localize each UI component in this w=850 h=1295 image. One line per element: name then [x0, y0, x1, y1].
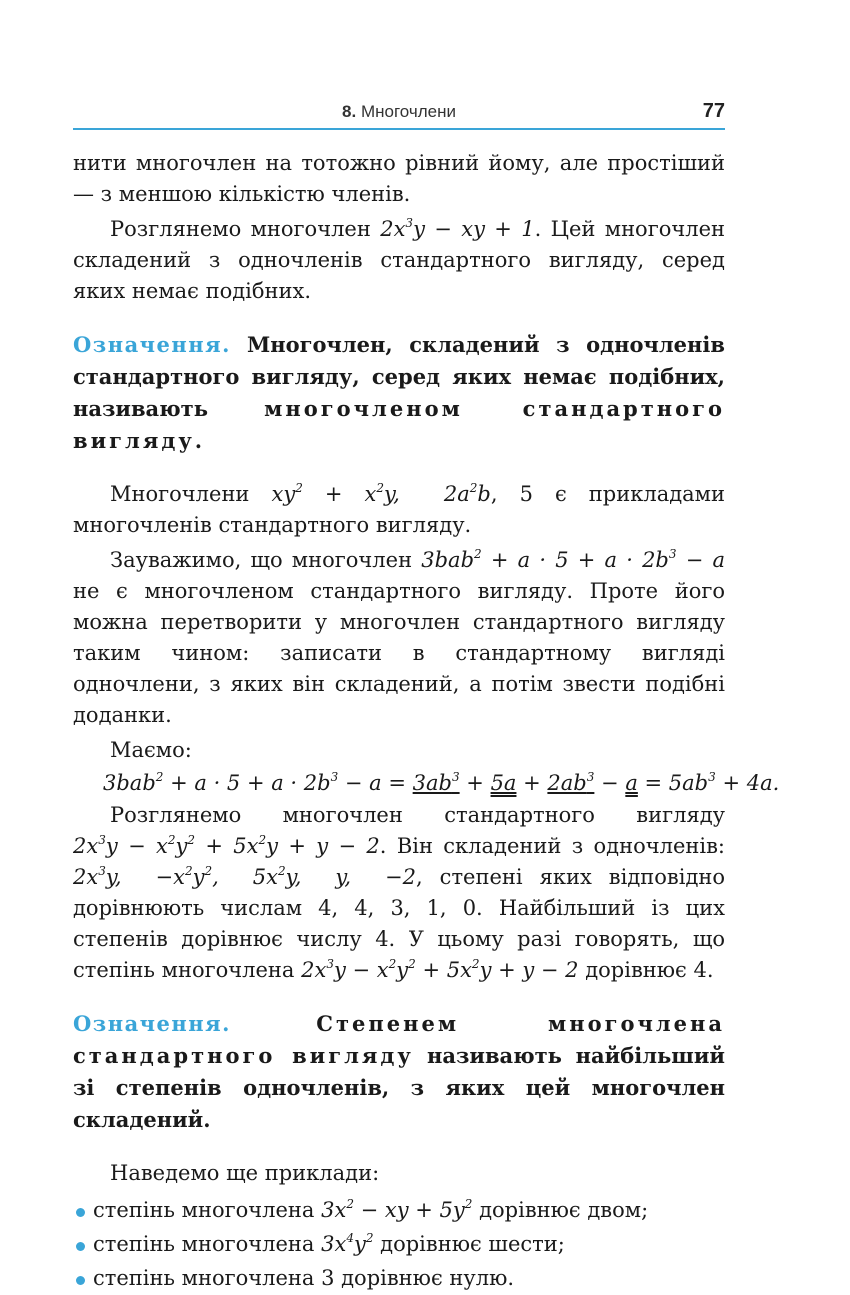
text-run: . Він складений з одночленів:	[379, 834, 726, 858]
math-polynomial-standard: $2x^3y - x^2y^2 + 5x^2y + y - 2$	[301, 957, 579, 982]
page-header	[73, 100, 725, 128]
math-examples: $xy^2 + x^2y$, $2a^2b$	[271, 481, 491, 506]
examples-list	[73, 1193, 725, 1295]
text-run: Розглянемо многочлен стандартного вигляду	[110, 803, 725, 827]
text-run: . Цей многочлен складений з одночленів стандартного вигляду, серед яких немає подібних.	[73, 217, 725, 303]
text-run: степінь многочлена 3 дорівнює нулю.	[93, 1266, 515, 1290]
text-run: Розглянемо многочлен	[110, 217, 381, 241]
definition-label: Означення.	[73, 1011, 231, 1036]
paragraph-continuation: нити многочлен на тотожно рівний йому, але простіший — з меншою кількістю членів.	[73, 151, 725, 206]
page-number: 77	[702, 100, 725, 122]
definition-standard-form	[73, 329, 725, 457]
math-polynomial: $2x^3y$ − xy + 1	[380, 216, 535, 241]
text-run: , 5 є прикладами многочленів стандартного вигляду.	[73, 482, 726, 537]
definition-term: многочленом стандартного вигляду.	[73, 396, 725, 453]
math-nonstandard: $3bab^2 + a \cdot 5 + a \cdot 2b^3 - a$	[421, 547, 725, 572]
section-heading	[73, 102, 725, 122]
list-item	[73, 1193, 725, 1227]
text-run: дорівнює шести;	[373, 1232, 565, 1256]
page-body	[73, 148, 780, 1295]
text-run: Многочлени	[110, 482, 272, 506]
text-run: , степені яких відповідно дорівнюють числам 4, 4, 3, 1, 0. Найбільший із цих степенів дорівнює числу 4. У цьому разі говорять, що степінь многочлена	[73, 865, 726, 982]
text-run: дорівнює 4.	[578, 958, 714, 982]
header-rule	[73, 128, 725, 130]
math-example: $3x^2$ − xy + $5y^2$	[321, 1197, 473, 1222]
math-example: $3x^4y^2$	[321, 1231, 374, 1256]
math-monomials: $2x^3y$, $-x^2y^2$, $5x^2y$, y, −2	[73, 864, 417, 889]
definition-label: Означення.	[73, 332, 231, 357]
list-item	[73, 1261, 725, 1295]
definition-term: Степенем многочлена стандартного вигляду	[73, 1011, 725, 1068]
text-run: степінь многочлена	[93, 1232, 322, 1256]
paragraph-examples	[73, 479, 725, 541]
paragraph-we-have: Маємо:	[110, 738, 192, 762]
text-run: дорівнює двом;	[472, 1198, 649, 1222]
paragraph-note	[73, 545, 725, 731]
math-reduction: $3bab^2 + a \cdot 5 + a \cdot 2b^3 - a = 3ab^3 + 5a + 2ab^3 - a = 5ab^3 + 4a$.	[103, 770, 780, 795]
paragraph-degree	[73, 800, 725, 986]
definition-text: Многочлен, складений з одночленів стандартного вигляду, серед яких немає подібних, називають	[73, 332, 725, 421]
definition-degree	[73, 1008, 725, 1136]
text-run: Зауважимо, що многочлен	[110, 548, 422, 572]
section-number: 8.	[342, 102, 357, 121]
paragraph-more-examples: Наведемо ще приклади:	[110, 1161, 380, 1185]
text-run: не є многочленом стандартного вигляду. Проте його можна перетворити у многочлен стандартного вигляду таким чином: записати в стандартному вигляді одночлени, з яких він складений, а потім звести подібні доданки.	[73, 579, 725, 727]
math-polynomial-standard: $2x^3y - x^2y^2 + 5x^2y + y - 2$	[73, 833, 380, 858]
list-item	[73, 1227, 725, 1261]
definition-text: називають найбільший зі степенів одночленів, з яких цей многочлен складений.	[73, 1043, 725, 1132]
paragraph-consider	[73, 214, 725, 307]
section-title: Многочлени	[360, 102, 456, 121]
text-run: степінь многочлена	[93, 1198, 322, 1222]
